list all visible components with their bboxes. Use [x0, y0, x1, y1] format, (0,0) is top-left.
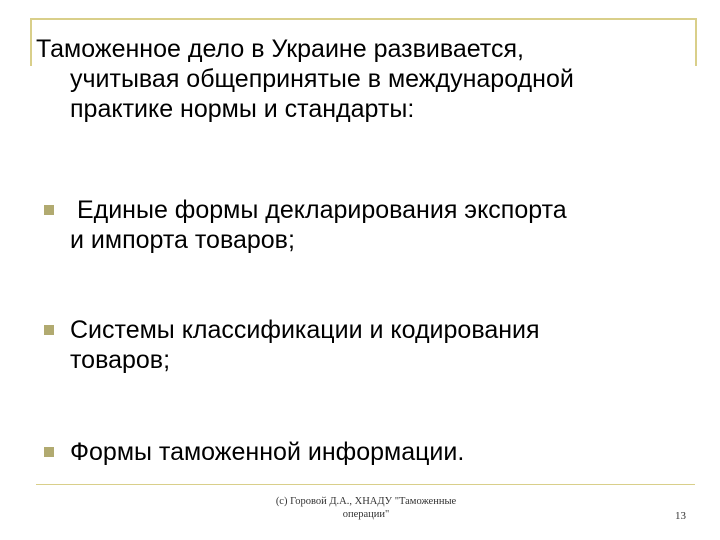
- bullet-text: [70, 315, 690, 375]
- bullet-text: [70, 195, 690, 255]
- footer-credit-line: (c) Горовой Д.А., ХНАДУ "Таможенные: [275, 496, 457, 507]
- intro-paragraph: [36, 34, 696, 124]
- footer-credit-line: операции": [342, 509, 390, 520]
- bullet-line: Формы таможенной информации.: [70, 438, 465, 466]
- square-bullet-icon: [44, 325, 54, 335]
- bullet-line: товаров;: [70, 346, 171, 374]
- intro-line: практике нормы и стандарты:: [70, 95, 415, 123]
- square-bullet-icon: [44, 205, 54, 215]
- bullet-text: [70, 437, 690, 467]
- page-number: 13: [675, 510, 686, 522]
- left-frame-line: [30, 18, 32, 66]
- square-bullet-icon: [44, 447, 54, 457]
- bullet-line: Системы классификации и кодирования: [70, 316, 540, 344]
- intro-line: Таможенное дело в Украине развивается,: [36, 35, 524, 63]
- bullet-line: Единые формы декларирования экспорта: [70, 196, 567, 224]
- top-frame-line: [30, 18, 695, 20]
- footer-divider: [36, 484, 695, 485]
- bullet-line: и импорта товаров;: [70, 226, 295, 254]
- footer-credit: [248, 495, 484, 521]
- intro-line: учитывая общепринятые в международной: [70, 65, 574, 93]
